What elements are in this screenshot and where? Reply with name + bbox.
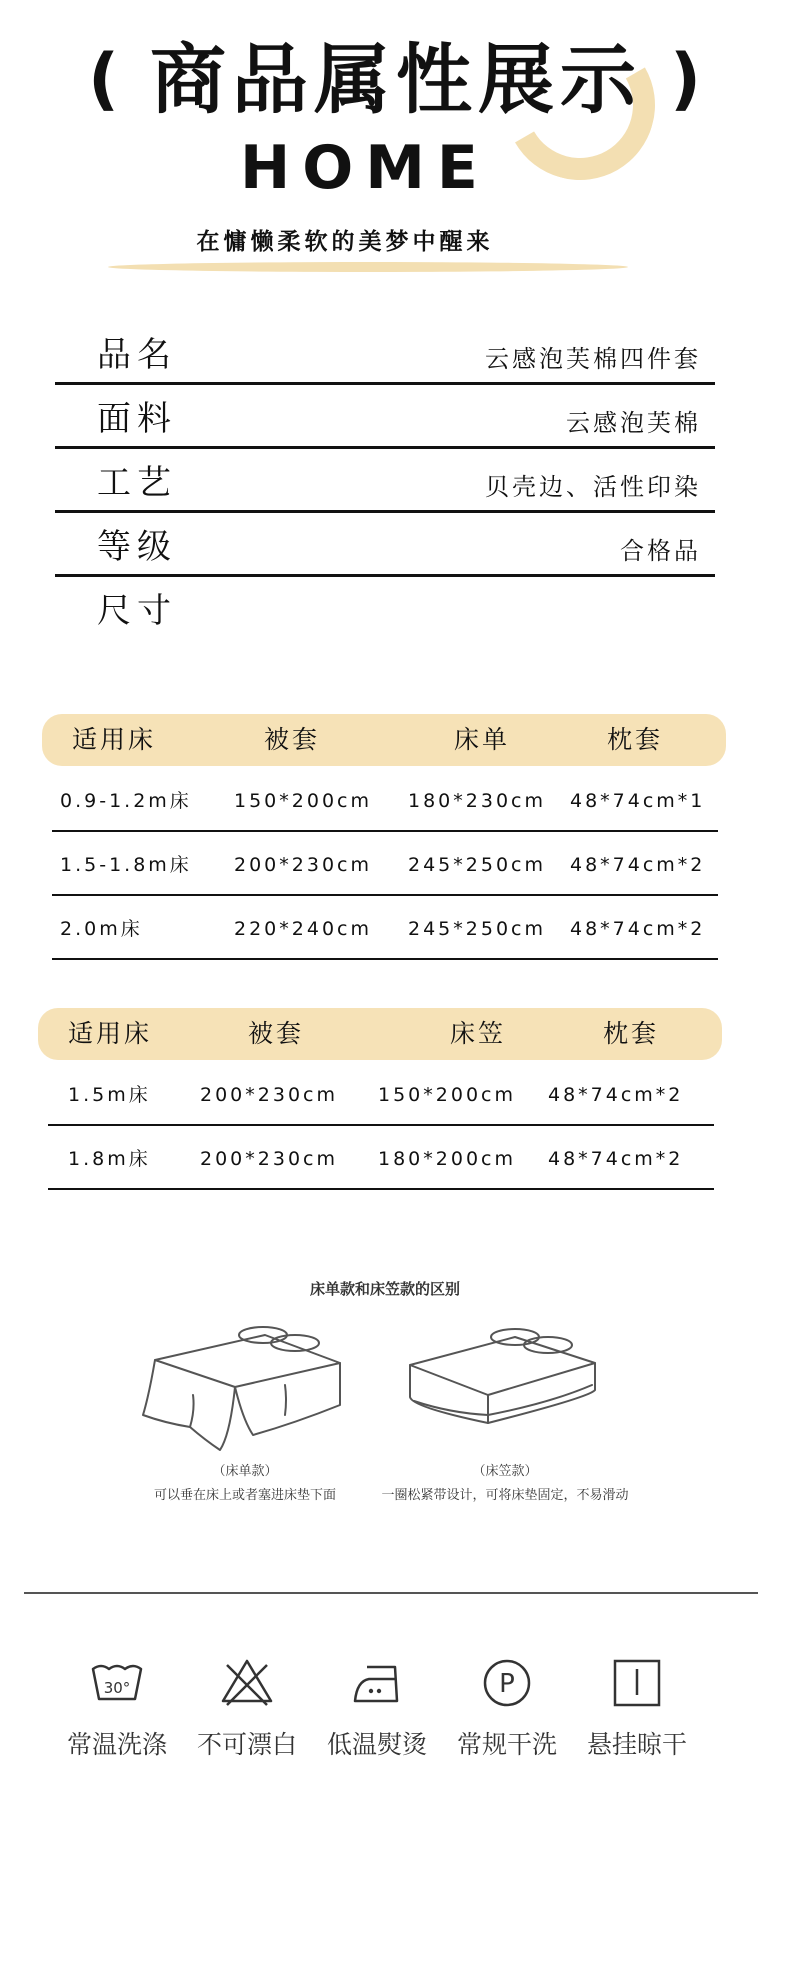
title-paren-left: (	[88, 40, 120, 119]
fitted-description: 一圈松紧带设计，可将床垫固定，不易滑动	[381, 1488, 629, 1503]
attr-label: 面料	[97, 399, 177, 439]
no-bleach-icon	[217, 1655, 277, 1711]
subtitle: 在慵懒柔软的美梦中醒来	[196, 229, 494, 255]
table-header-cell: 适用床	[68, 1019, 153, 1048]
table-cell: 180*200cm	[378, 1148, 516, 1170]
table-header-cell: 适用床	[72, 725, 157, 754]
attr-value: 云感泡芙棉四件套	[485, 345, 701, 373]
table-header-cell: 被套	[264, 725, 321, 754]
title-paren-right: )	[670, 40, 702, 119]
attr-row-size	[55, 576, 715, 638]
flat-sheet-bed-illustration	[135, 1315, 355, 1455]
care-item-no-bleach	[182, 1655, 312, 1765]
fitted-label: （床笠款）	[472, 1464, 538, 1479]
attr-value: 贝壳边、活性印染	[485, 473, 701, 501]
care-label: 悬挂晾干	[586, 1730, 687, 1759]
table-cell: 150*200cm	[378, 1084, 516, 1106]
hang-dry-icon	[607, 1655, 667, 1711]
table-header-cell: 床单	[454, 725, 511, 754]
home-heading: HOME	[240, 133, 490, 203]
attr-label: 尺寸	[97, 591, 177, 631]
table-cell: 48*74cm*2	[570, 918, 706, 940]
dry-clean-p-icon	[477, 1655, 537, 1711]
attr-row-grade	[55, 512, 715, 577]
table-cell: 220*240cm	[234, 918, 372, 940]
table-row	[52, 836, 718, 896]
table-cell: 200*230cm	[200, 1148, 338, 1170]
care-item-dry-clean	[442, 1655, 572, 1765]
table-row	[48, 1066, 714, 1126]
attr-value: 合格品	[620, 537, 701, 565]
fitted-sheet-bed-illustration	[400, 1315, 610, 1435]
table-cell: 48*74cm*2	[548, 1084, 684, 1106]
table-row	[52, 772, 718, 832]
care-label: 不可漂白	[196, 1730, 297, 1759]
table-cell: 200*230cm	[200, 1084, 338, 1106]
attr-label: 工艺	[97, 463, 177, 503]
sheet-table-header	[42, 714, 726, 766]
table-cell: 48*74cm*2	[570, 854, 706, 876]
page-title: 商品属性展示	[150, 35, 642, 124]
illustration-title: 床单款和床笠款的区别	[309, 1280, 460, 1298]
table-cell: 245*250cm	[408, 918, 546, 940]
table-cell: 1.5m床	[68, 1084, 151, 1106]
table-cell: 200*230cm	[234, 854, 372, 876]
table-row	[48, 1130, 714, 1190]
table-header-cell: 枕套	[607, 725, 664, 754]
attr-value: 云感泡芙棉	[566, 409, 701, 437]
table-cell: 150*200cm	[234, 790, 372, 812]
wash-temp-badge: 30°	[103, 1679, 131, 1697]
table-cell: 245*250cm	[408, 854, 546, 876]
table-cell: 180*230cm	[408, 790, 546, 812]
attr-label: 等级	[97, 527, 177, 567]
fitted-table-header	[38, 1008, 722, 1060]
table-cell: 1.8m床	[68, 1148, 151, 1170]
wash-30-icon	[87, 1655, 147, 1711]
sheet-description: 可以垂在床上或者塞进床垫下面	[153, 1488, 336, 1503]
sheet-label: （床单款）	[212, 1464, 278, 1479]
table-cell: 2.0m床	[60, 918, 143, 940]
care-item-low-iron	[312, 1655, 442, 1765]
attr-row-fabric	[55, 384, 715, 449]
divider	[24, 1592, 758, 1594]
care-label: 常温洗涤	[66, 1730, 167, 1759]
care-item-hang-dry	[572, 1655, 702, 1765]
care-item-wash	[52, 1655, 182, 1765]
dry-clean-badge: P	[499, 1669, 515, 1699]
table-cell: 1.5-1.8m床	[60, 854, 192, 876]
table-cell: 0.9-1.2m床	[60, 790, 192, 812]
attr-row-name	[55, 320, 715, 385]
subtitle-underline	[108, 262, 628, 272]
table-header-cell: 被套	[248, 1019, 305, 1048]
table-cell: 48*74cm*2	[548, 1148, 684, 1170]
table-cell: 48*74cm*1	[570, 790, 706, 812]
low-iron-icon	[347, 1655, 407, 1711]
care-label: 低温熨烫	[326, 1730, 427, 1759]
table-header-cell: 枕套	[603, 1019, 660, 1048]
care-label: 常规干洗	[456, 1730, 557, 1759]
table-row	[52, 900, 718, 960]
attr-label: 品名	[97, 335, 177, 375]
table-header-cell: 床笠	[450, 1019, 507, 1048]
attr-row-craft	[55, 448, 715, 513]
